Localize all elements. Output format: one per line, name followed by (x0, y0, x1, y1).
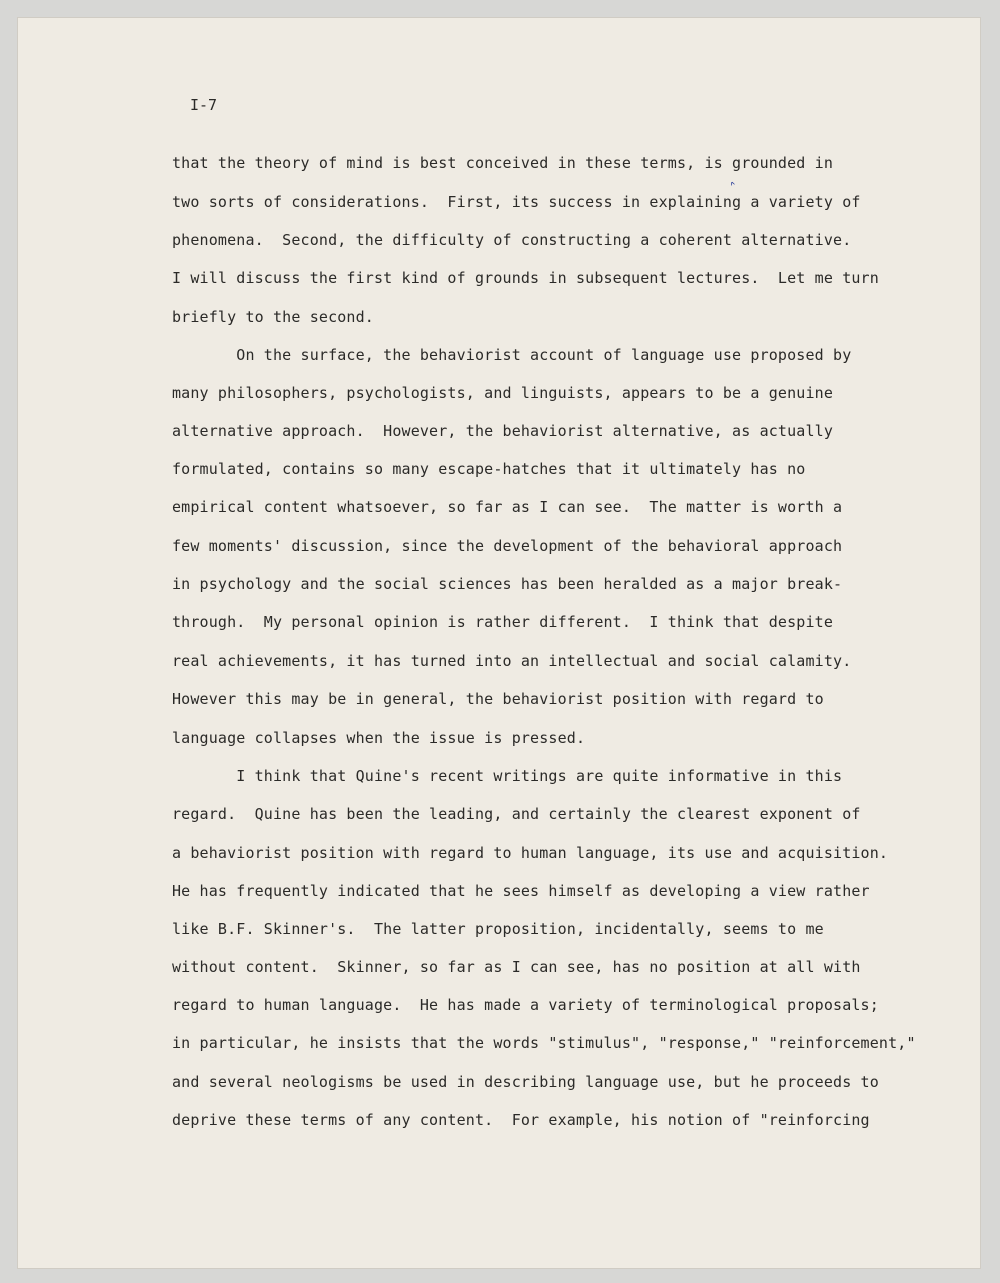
text-line: He has frequently indicated that he sees himself as developing a view rather (172, 882, 870, 900)
text-line: and several neologisms be used in describing language use, but he proceeds to (172, 1073, 879, 1091)
text-line: real achievements, it has turned into an intellectual and social calamity. (172, 652, 852, 670)
document-page (18, 18, 980, 1268)
text-line: phenomena. Second, the difficulty of constructing a coherent alternative. (172, 231, 852, 249)
handwritten-ink-mark-icon: ˄ (728, 180, 740, 197)
text-line: that the theory of mind is best conceived in these terms, is grounded in (172, 154, 834, 172)
text-line: few moments' discussion, since the development of the behavioral approach (172, 537, 843, 555)
text-line: a behaviorist position with regard to human language, its use and acquisition. (172, 844, 889, 862)
text-line: empirical content whatsoever, so far as I can see. The matter is worth a (172, 498, 843, 516)
text-line: alternative approach. However, the behaviorist alternative, as actually (172, 422, 834, 440)
text-line: On the surface, the behaviorist account of language use proposed by (172, 346, 852, 364)
text-line: like B.F. Skinner's. The latter proposition, incidentally, seems to me (172, 920, 824, 938)
text-line: formulated, contains so many escape-hatches that it ultimately has no (172, 460, 806, 478)
text-line: in particular, he insists that the words "stimulus", "response," "reinforcement," (172, 1034, 916, 1052)
text-line: deprive these terms of any content. For example, his notion of "reinforcing (172, 1111, 870, 1129)
text-line: I think that Quine's recent writings are quite informative in this (172, 767, 843, 785)
text-line: I will discuss the first kind of grounds in subsequent lectures. Let me turn (172, 269, 879, 287)
text-line: regard. Quine has been the leading, and certainly the clearest exponent of (172, 805, 861, 823)
page-number: I-7 (190, 96, 218, 114)
text-line: many philosophers, psychologists, and linguists, appears to be a genuine (172, 384, 834, 402)
text-line: in psychology and the social sciences has been heralded as a major break- (172, 575, 843, 593)
text-line: through. My personal opinion is rather different. I think that despite (172, 613, 834, 631)
text-line: regard to human language. He has made a variety of terminological proposals; (172, 996, 879, 1014)
text-line: However this may be in general, the behaviorist position with regard to (172, 690, 824, 708)
text-line: language collapses when the issue is pressed. (172, 729, 586, 747)
text-line: briefly to the second. (172, 308, 374, 326)
text-line: without content. Skinner, so far as I can see, has no position at all with (172, 958, 861, 976)
text-line: two sorts of considerations. First, its success in explaining a variety of (172, 193, 861, 211)
